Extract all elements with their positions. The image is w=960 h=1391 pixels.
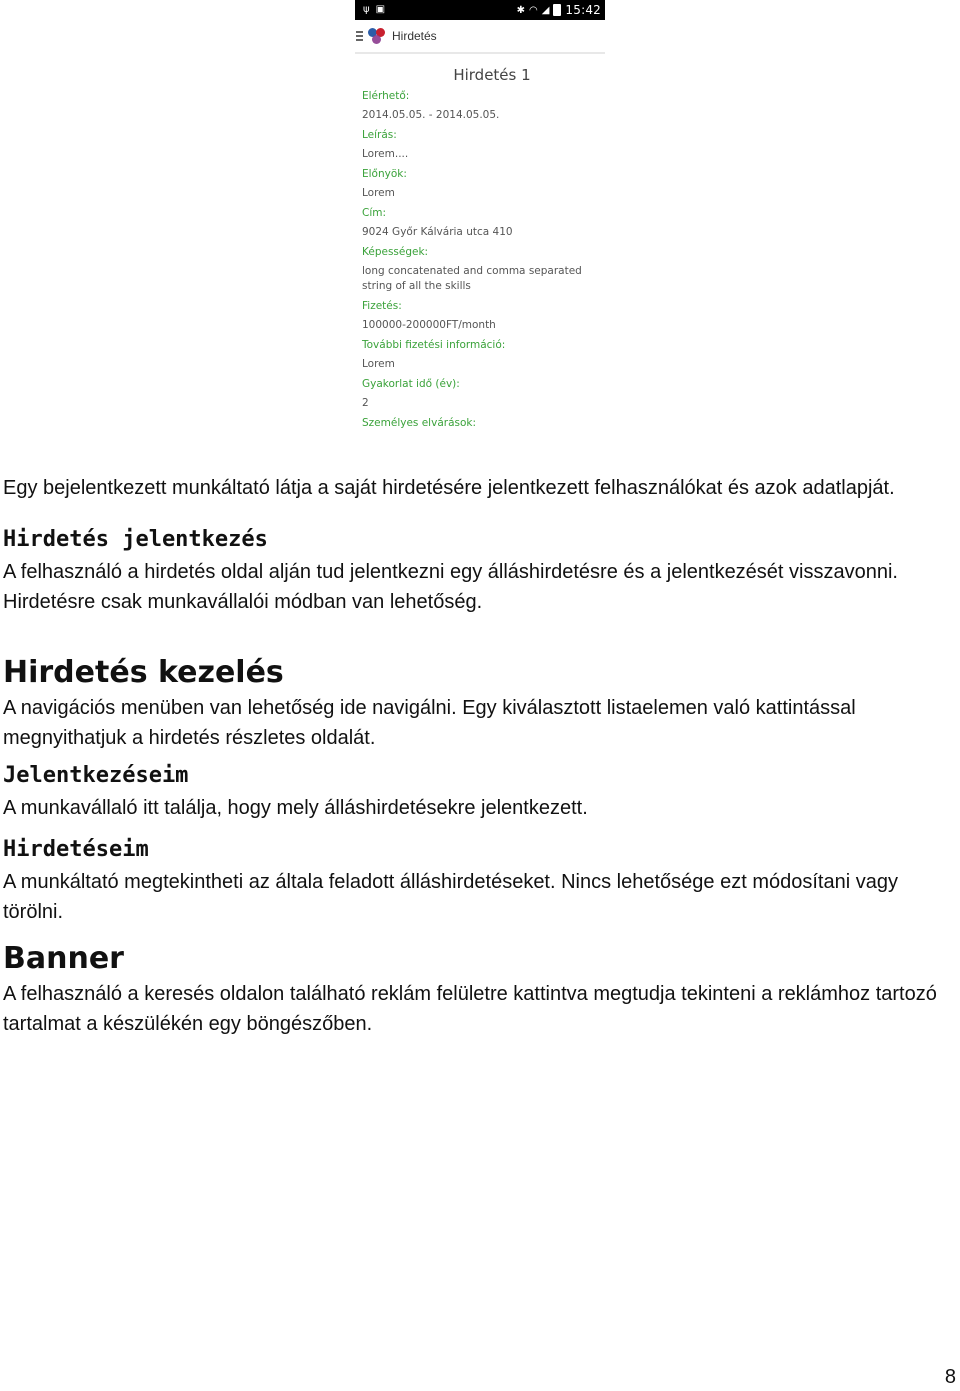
status-bar xyxy=(355,0,605,20)
signal-icon: ◢ xyxy=(541,4,550,16)
field-value: 9024 Győr Kálvária utca 410 xyxy=(362,226,513,238)
ad-fields xyxy=(355,90,605,429)
field-value: 2 xyxy=(362,397,369,409)
field-label: Cím: xyxy=(362,207,387,219)
field-label: Fizetés: xyxy=(362,300,402,312)
field-label: Képességek: xyxy=(362,246,429,258)
app-logo[interactable] xyxy=(367,27,387,45)
ad-title: Hirdetés 1 xyxy=(453,66,531,84)
phone-screenshot xyxy=(355,0,605,445)
wifi-icon: ◠ xyxy=(528,4,538,16)
section-heading: Banner xyxy=(3,941,124,976)
section-heading: Hirdetés jelentkezés xyxy=(3,527,268,552)
section-heading: Hirdetéseim xyxy=(3,837,149,862)
section-paragraph: A navigációs menüben van lehetőség ide navigálni. Egy kiválasztott listaelemen való kattintással megnyithatjuk a hirdetés részletes oldalát. xyxy=(3,697,856,749)
section-heading: Hirdetés kezelés xyxy=(3,655,284,690)
section-paragraph: A felhasználó a hirdetés oldal alján tud jelentkezni egy álláshirdetésre és a jelentkezését visszavonni. Hirdetésre csak munkavállalói módban van lehetőség. xyxy=(3,561,898,613)
page-number: 8 xyxy=(944,1366,956,1388)
field-label: Leírás: xyxy=(362,129,397,141)
intro-paragraph: Egy bejelentkezett munkáltató látja a saját hirdetésére jelentkezett felhasználókat és azok adatlapját. xyxy=(3,477,895,499)
status-time: 15:42 xyxy=(565,3,601,17)
field-label: Elérhető: xyxy=(362,90,410,102)
field-value: Lorem.... xyxy=(362,148,409,160)
notification-icon: ▣ xyxy=(375,4,386,15)
field-label: Előnyök: xyxy=(362,168,407,180)
section-paragraph: A munkavállaló itt találja, hogy mely álláshirdetésekre jelentkezett. xyxy=(3,797,588,819)
field-value: Lorem xyxy=(362,187,395,199)
field-value: Lorem xyxy=(362,358,395,370)
action-bar xyxy=(355,20,605,54)
field-label: További fizetési információ: xyxy=(362,339,506,351)
drawer-menu-icon[interactable] xyxy=(356,31,363,41)
bluetooth-icon: ✱ xyxy=(516,4,525,16)
section-paragraph: A munkáltató megtekintheti az általa feladott álláshirdetéseket. Nincs lehetősége ezt módosítani vagy törölni. xyxy=(3,871,898,923)
section-paragraph: A felhasználó a keresés oldalon található reklám felületre kattintva megtudja tekinteni a reklámhoz tartozó tartalmat a készülékén egy böngészőben. xyxy=(3,983,937,1035)
field-value: 100000-200000FT/month xyxy=(362,319,496,331)
section-heading: Jelentkezéseim xyxy=(3,763,189,788)
action-bar-title: Hirdetés xyxy=(392,29,437,43)
usb-icon: ψ xyxy=(363,4,370,15)
field-value: long concatenated and comma separated string of all the skills xyxy=(362,265,582,292)
field-label: Gyakorlat idő (év): xyxy=(362,378,460,390)
field-value: 2014.05.05. - 2014.05.05. xyxy=(362,109,500,121)
field-label: Személyes elvárások: xyxy=(362,417,477,429)
battery-icon xyxy=(553,4,561,16)
document-body xyxy=(3,473,958,1039)
